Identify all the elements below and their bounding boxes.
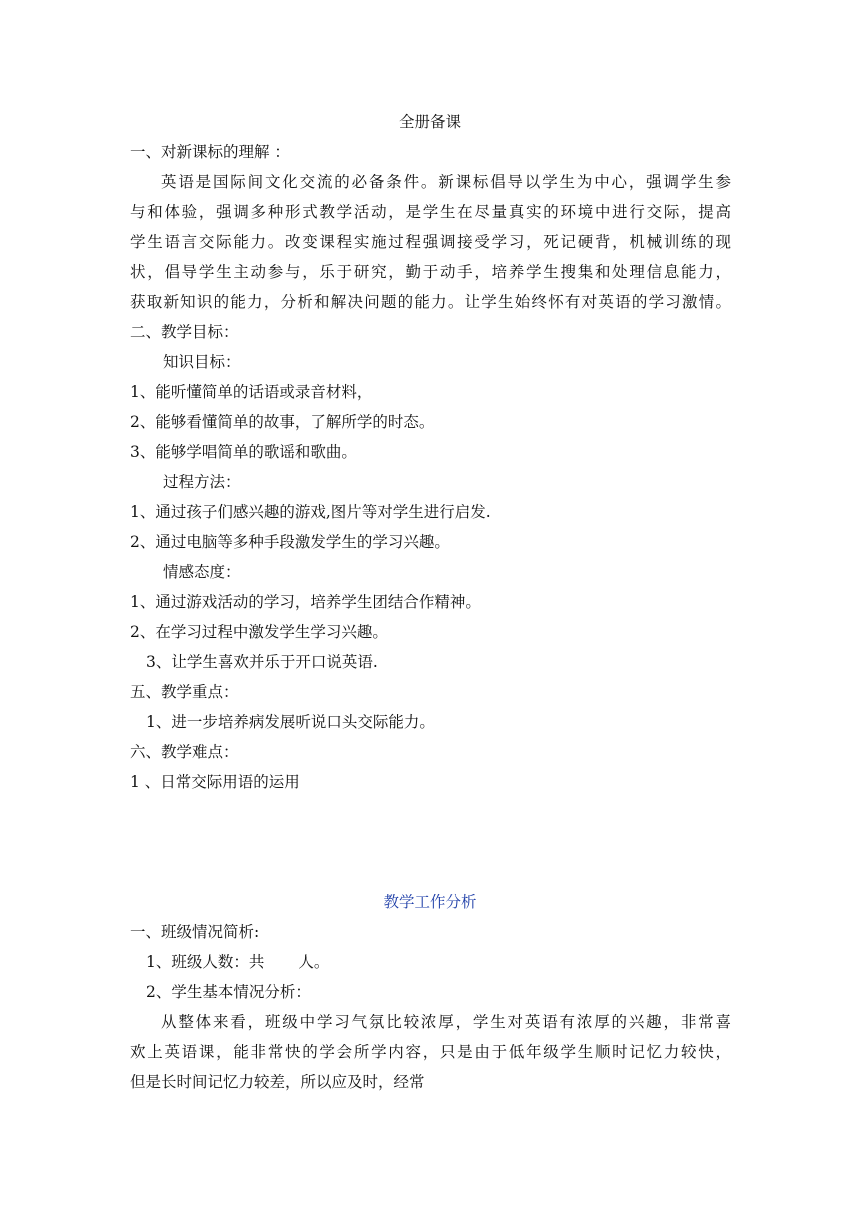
paragraph-line-5: 获取新知识的能力，分析和解决问题的能力。让学生始终怀有对英语的学习激情。 xyxy=(130,293,731,311)
knowledge-item-1: 1、能听懂简单的话语或录音材料， xyxy=(130,383,373,401)
emotion-item-1: 1、通过游戏活动的学习，培养学生团结合作精神。 xyxy=(130,593,481,611)
knowledge-item-2: 2、能够看懂简单的故事，了解所学的时态。 xyxy=(130,413,435,431)
heading-goals: 二、教学目标： xyxy=(130,323,239,341)
basic-analysis-label: 2、学生基本情况分析： xyxy=(146,983,311,1001)
process-item-1: 1、通过孩子们感兴趣的游戏,图片等对学生进行启发. xyxy=(130,503,491,521)
class-count-suffix: 人。 xyxy=(298,953,330,971)
emotion-label: 情感态度： xyxy=(163,563,241,581)
paragraph-line-4: 状，倡导学生主动参与，乐于研究，勤于动手，培养学生搜集和处理信息能力， xyxy=(130,263,731,281)
knowledge-item-3: 3、能够学唱简单的歌谣和歌曲。 xyxy=(130,443,357,461)
section2-title: 教学工作分析 xyxy=(383,893,477,911)
key-point-item: 1、进一步培养病发展听说口头交际能力。 xyxy=(146,713,435,731)
paragraph-line-3: 学生语言交际能力。改变课程实施过程强调接受学习，死记硬背，机械训练的现 xyxy=(130,233,731,251)
difficult-point-item: 1 、日常交际用语的运用 xyxy=(130,773,300,791)
paragraph-line-2: 与和体验，强调多种形式教学活动，是学生在尽量真实的环境中进行交际，提高 xyxy=(130,203,731,221)
analysis-line-3: 但是长时间记忆力较差，所以应及时，经常 xyxy=(130,1073,425,1091)
analysis-line-1: 从整体来看，班级中学习气氛比较浓厚，学生对英语有浓厚的兴趣，非常喜 xyxy=(161,1013,731,1031)
class-count-prefix: 1、班级人数：共 xyxy=(146,953,265,971)
emotion-item-3: 3、让学生喜欢并乐于开口说英语. xyxy=(146,653,378,671)
analysis-line-2: 欢上英语课，能非常快的学会所学内容，只是由于低年级学生顺时记忆力较快， xyxy=(130,1043,731,1061)
paragraph-line-1: 英语是国际间文化交流的必备条件。新课标倡导以学生为中心，强调学生参 xyxy=(161,173,731,191)
process-item-2: 2、通过电脑等多种手段激发学生的学习兴趣。 xyxy=(130,533,450,551)
section1-title: 全册备课 xyxy=(398,113,461,131)
knowledge-label: 知识目标： xyxy=(163,353,241,371)
heading-key-points: 五、教学重点： xyxy=(130,683,239,701)
heading-understanding: 一、对新课标的理解 ： xyxy=(130,143,290,161)
class-count-line xyxy=(146,952,329,972)
heading-difficult-points: 六、教学难点： xyxy=(130,743,239,761)
heading-class-analysis: 一、班级情况简析: xyxy=(130,923,260,941)
process-label: 过程方法： xyxy=(163,473,241,491)
emotion-item-2: 2、在学习过程中激发学生学习兴趣。 xyxy=(130,623,388,641)
